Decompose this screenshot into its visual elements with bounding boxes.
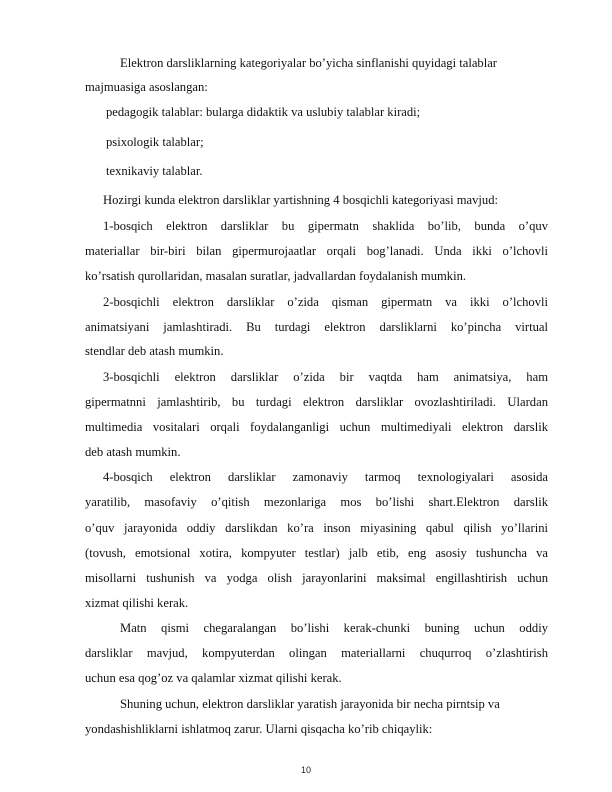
paragraph-line: (tovush, emotsional xotira, kompyuter testlar) jalb etib, eng asosiy tushuncha va: [85, 546, 548, 560]
paragraph-line: yondashishliklarni ishlatmoq zarur. Ularni qisqacha ko’rib chiqaylik:: [85, 722, 433, 736]
paragraph-line: o’quv jarayonida oddiy darslikdan ko’ra inson miyasining qabul qilish yo’llarini: [85, 521, 548, 535]
paragraph-line: Hozirgi kunda elektron darsliklar yartishning 4 bosqichli kategoriyasi mavjud:: [103, 193, 498, 207]
paragraph-line: majmuasiga asoslangan:: [85, 80, 208, 94]
paragraph-line: gipermatnni jamlashtirib, bu turdagi elektron darsliklar ovozlashtiriladi. Ulardan: [85, 395, 548, 409]
paragraph-line: Shuning uchun, elektron darsliklar yaratish jarayonida bir necha pirntsip va: [120, 697, 500, 711]
page-number: 10: [300, 765, 311, 775]
paragraph-line: 1-bosqich elektron darsliklar bu gipermatn shaklida bo’lib, bunda o’quv: [103, 219, 548, 233]
paragraph-line: misollarni tushunish va yodga olish jarayonlarini maksimal engillashtirish uchun: [85, 571, 548, 585]
list-item: texnikaviy talablar.: [106, 164, 203, 178]
paragraph-line: materiallar bir-biri bilan gipermurojaatlar orqali bog’lanadi. Unda ikki o’lchovli: [85, 244, 548, 258]
paragraph-line: Elektron darsliklarning kategoriyalar bo’yicha sinflanishi quyidagi talablar: [120, 56, 497, 70]
paragraph-line: animatsiyani jamlashtiradi. Bu turdagi elektron darsliklarni ko’pincha virtual: [85, 320, 548, 334]
paragraph-line: 2-bosqichli elektron darsliklar o’zida qisman gipermatn va ikki o’lchovli: [103, 295, 548, 309]
paragraph-line: xizmat qilishi kerak.: [85, 596, 189, 610]
paragraph-line: ko’rsatish qurollaridan, masalan suratlar, jadvallardan foydalanish mumkin.: [85, 269, 467, 283]
paragraph-line: stendlar deb atash mumkin.: [85, 344, 224, 358]
list-item: psixologik talablar;: [106, 135, 204, 149]
paragraph-line: Matn qismi chegaralangan bo’lishi kerak-chunki buning uchun oddiy: [120, 621, 548, 635]
paragraph-line: 3-bosqichli elektron darsliklar o’zida bir vaqtda ham animatsiya, ham: [103, 370, 548, 384]
paragraph-line: darsliklar mavjud, kompyuterdan olingan materiallarni chuqurroq o’zlashtirish: [85, 646, 548, 660]
paragraph-line: 4-bosqich elektron darsliklar zamonaviy tarmoq texnologiyalari asosida: [103, 470, 548, 484]
paragraph-line: multimedia vositalari orqali foydalanganligi uchun multimediyali elektron darslik: [85, 420, 548, 434]
paragraph-line: deb atash mumkin.: [85, 445, 181, 459]
list-item: pedagogik talablar: bularga didaktik va uslubiy talablar kiradi;: [106, 105, 421, 119]
paragraph-line: uchun esa qog’oz va qalamlar xizmat qilishi kerak.: [85, 671, 342, 685]
paragraph-line: yaratilib, masofaviy o’qitish mezonlariga mos bo’lishi shart.Elektron darslik: [85, 495, 548, 509]
